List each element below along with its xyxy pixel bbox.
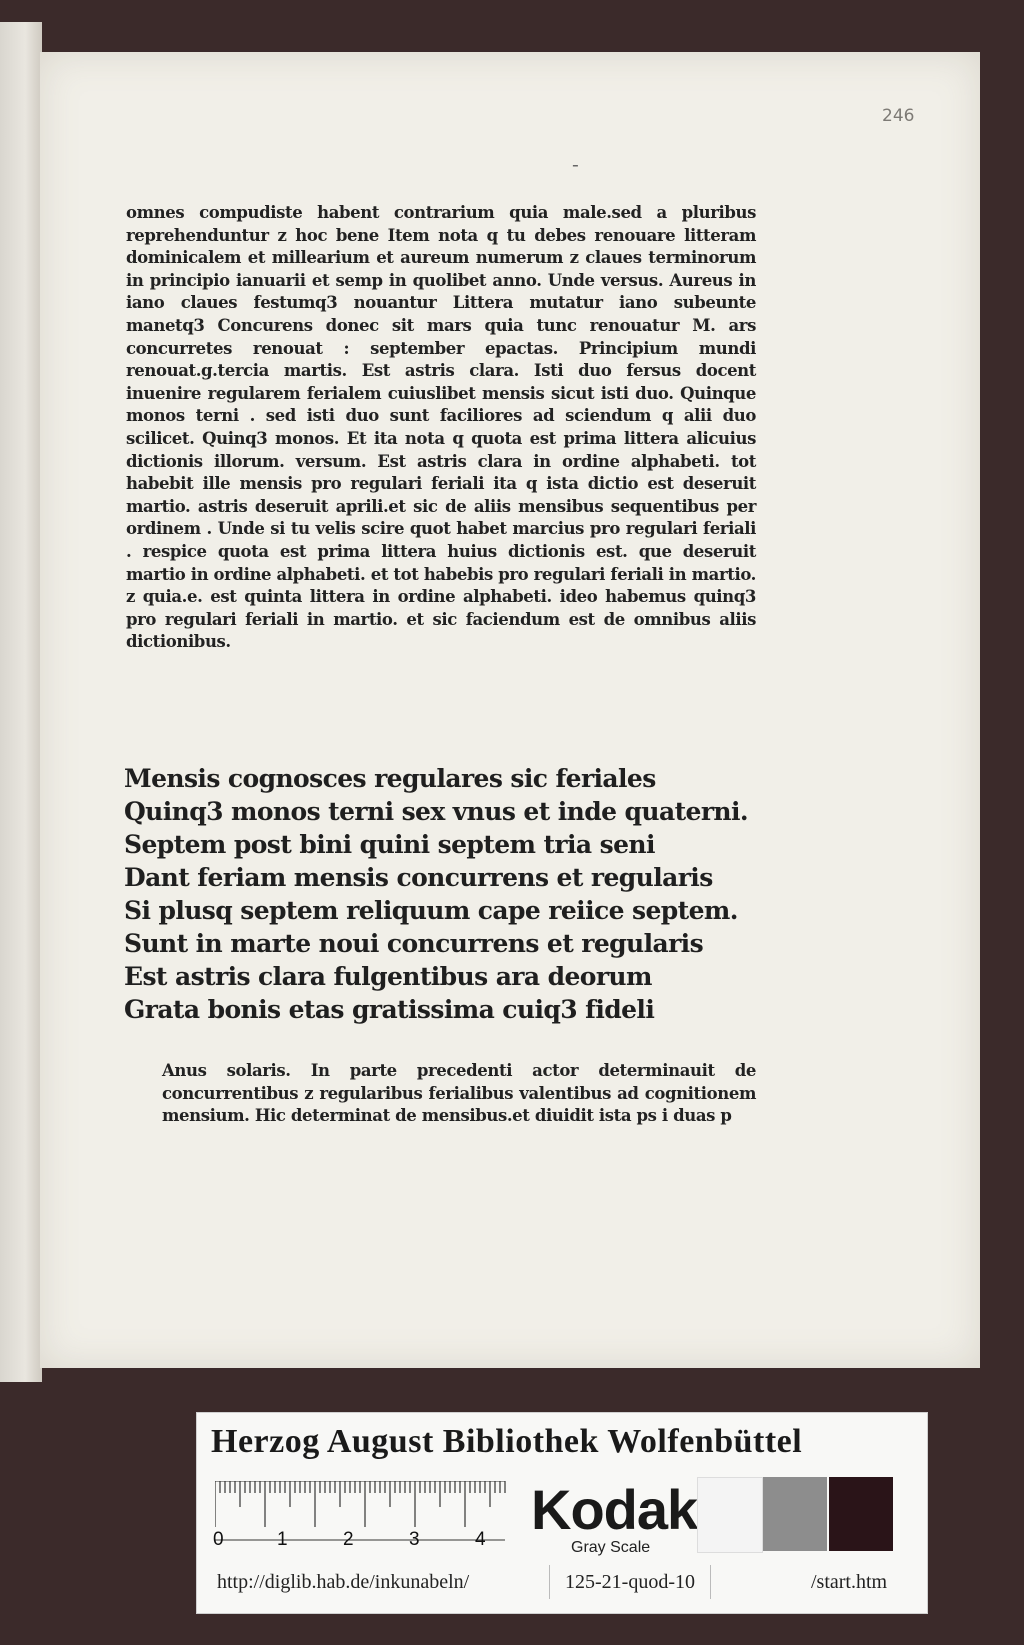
verse-line: Dant feriam mensis concurrens et regularis — [124, 863, 713, 892]
commentary-paragraph: omnes compudiste habent contrarium quia male.sed a pluribus reprehenduntur z hoc bene Item nota q tu debes renouare litteram dominicalem et millearium et aureum numerum z claues terminorum in principio ianuarii et semp in quolibet anno. Unde versus. Aureus in iano claues festumq3 nouantur Littera mutatur iano subeunte manetq3 Concurens donec sit mars quia tunc renouatur M. ars concurretes renouat : september epactas. Principium mundi renouat.g.tercia martis. Est astris clara. Isti duo fersus docent inuenire regularem ferialem cuiuslibet mensis sicut isti duo. Quinque monos terni . sed isti duo sunt faciliores ad sciendum q alii duo scilicet. Quinq3 monos. Et ita nota q quota est prima littera alicuius dictionis illorum. versum. Est astris clara in ordine alphabeti. tot habebit ille mensis pro regulari feriali ita q ista dictio est deseruit martio. astris deseruit aprili.et sic de aliis mensibus sequentibus per ordinem . Unde si tu velis scire quot habet marcius pro regulari feriali . respice quota est prima littera huius dictionis est. que deseruit martio in ordine alphabeti. et tot habebis pro regulari feriali in martio. z quia.e. est quinta littera in ordine alphabeti. ideo habemus quinq3 pro regulari feriali in martio. et sic faciendum est de omnibus aliis dictionibus. — [126, 203, 756, 652]
verse-line: Septem post bini quini septem tria seni — [124, 830, 655, 859]
ruler-label: 3 — [409, 1529, 420, 1550]
gray-swatch-white — [697, 1477, 763, 1553]
library-name: Herzog August Bibliothek Wolfenbüttel — [211, 1423, 803, 1460]
library-color-card — [196, 1412, 928, 1614]
closing-paragraph — [126, 1060, 756, 1128]
ruler-label: 2 — [343, 1529, 354, 1550]
gray-swatch-mid — [763, 1477, 827, 1551]
verse-line: Mensis cognosces regulares sic feriales — [124, 764, 656, 793]
scale-ruler — [215, 1481, 515, 1541]
book-page — [40, 52, 980, 1368]
ruler-label: 0 — [213, 1529, 224, 1550]
verse-line: Quinq3 monos terni sex vnus et inde quaterni. — [124, 797, 748, 826]
gray-swatch-dark — [829, 1477, 893, 1551]
shelfmark-code: 125-21-quod-10 — [549, 1565, 711, 1599]
commentary-text — [126, 202, 756, 654]
verse-line: Sunt in marte noui concurrens et regularis — [124, 929, 704, 958]
folio-number: 246 — [882, 106, 915, 126]
url-base: http://diglib.hab.de/inkunabeln/ — [217, 1571, 470, 1593]
verse-line: Grata bonis etas gratissima cuiq3 fideli — [124, 995, 655, 1024]
kodak-logo: Kodak — [531, 1478, 698, 1541]
gray-scale-label: Gray Scale — [571, 1539, 651, 1556]
ruler-label: 4 — [475, 1529, 486, 1550]
url-suffix: /start.htm — [811, 1571, 888, 1593]
left-page-edge — [0, 22, 42, 1382]
verse-line: Si plusq septem reliquum cape reiice septem. — [124, 896, 738, 925]
verse-block — [124, 762, 764, 1026]
header-dash: - — [572, 152, 579, 176]
verse-line: Est astris clara fulgentibus ara deorum — [124, 962, 652, 991]
closing-text: Anus solaris. In parte precedenti actor determinauit de concurrentibus z regularibus ferialibus valentibus ad cognitionem mensium. Hic determinat de mensibus.et diuidit ista ps i duas p — [162, 1061, 756, 1126]
ruler-label: 1 — [277, 1529, 288, 1550]
